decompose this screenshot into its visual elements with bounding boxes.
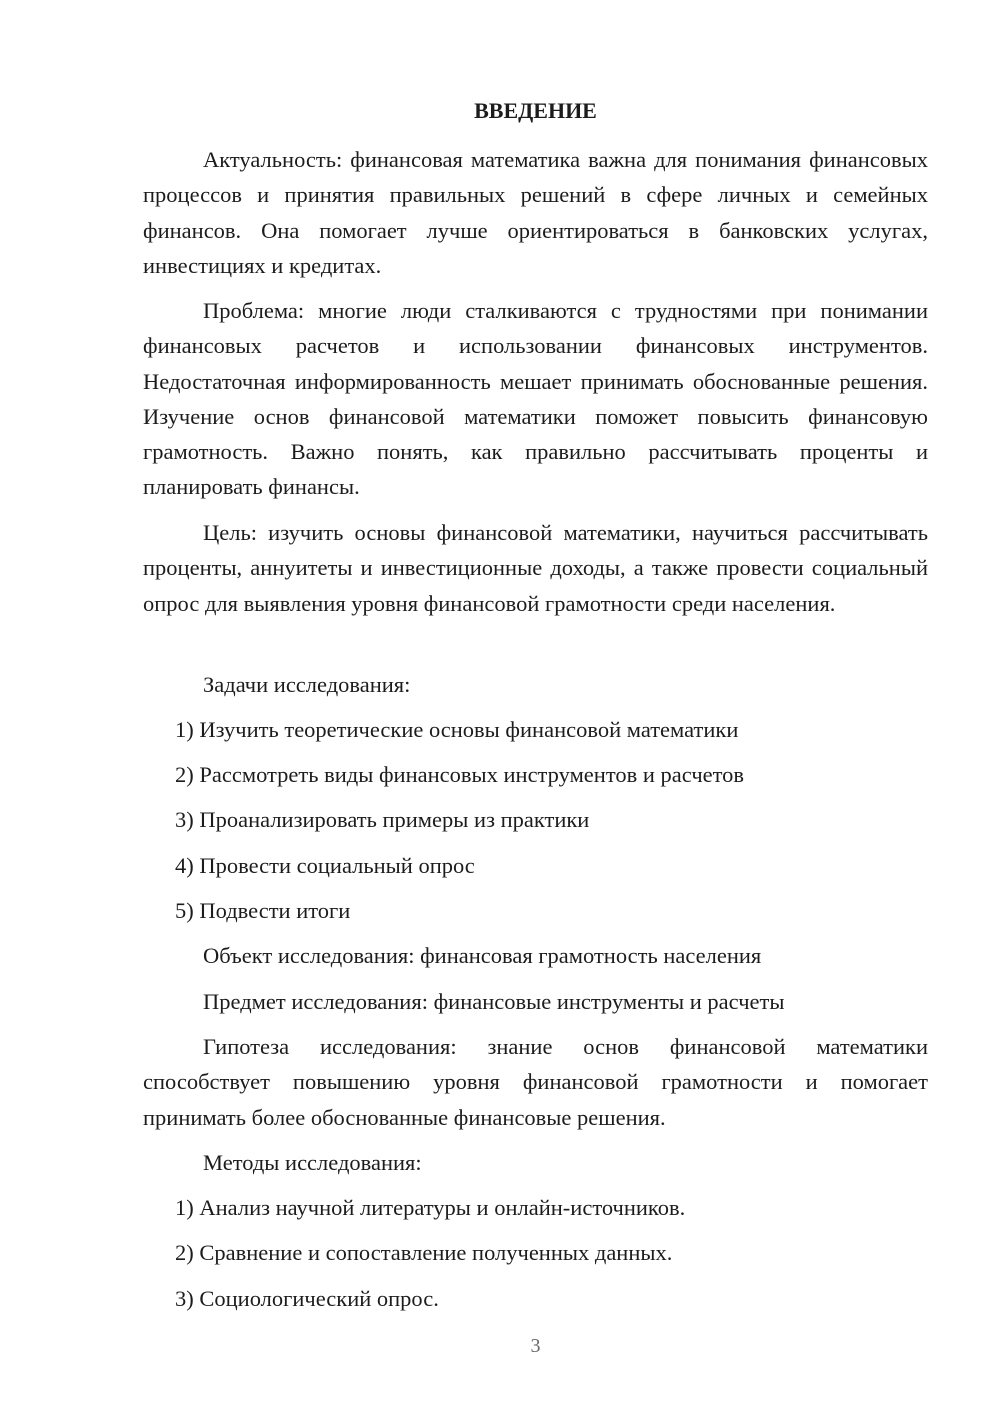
page-title: ВВЕДЕНИЕ: [474, 98, 597, 123]
list-item: 3) Социологический опрос.: [175, 1286, 439, 1311]
research-subject: Предмет исследования: финансовые инструменты и расчеты: [203, 989, 785, 1014]
methods-heading: Методы исследования:: [203, 1150, 422, 1175]
paragraph-relevance: Актуальность: финансовая математика важна для понимания финансовых процессов и принятия правильных решений в сфере личных и семейных финансов. Она помогает лучше ориентироваться в банковских услугах, инвестициях и кредитах.: [143, 147, 928, 278]
paragraph-problem: Проблема: многие люди сталкиваются с трудностями при понимании финансовых расчетов и использовании финансовых инструментов. Недостаточная информированность мешает принимать обоснованные решения. Изучение основ финансовой математики поможет повысить финансовую грамотность. Важно понять, как правильно рассчитывать проценты и планировать финансы.: [143, 298, 928, 500]
page-number: 3: [530, 1335, 541, 1357]
paragraph-hypothesis: Гипотеза исследования: знание основ финансовой математики способствует повышению уровня финансовой грамотности и помогает принимать более обоснованные финансовые решения.: [143, 1034, 928, 1130]
list-item: 1) Анализ научной литературы и онлайн-источников.: [175, 1195, 686, 1220]
paragraph-goal: Цель: изучить основы финансовой математики, научиться рассчитывать проценты, аннуитеты и инвестиционные доходы, а также провести социальный опрос для выявления уровня финансовой грамотности среди населения.: [143, 520, 928, 616]
list-item: 5) Подвести итоги: [175, 898, 351, 923]
list-item: 2) Рассмотреть виды финансовых инструментов и расчетов: [175, 762, 745, 787]
research-object: Объект исследования: финансовая грамотность населения: [203, 943, 762, 968]
tasks-heading: Задачи исследования:: [203, 672, 411, 697]
list-item: 4) Провести социальный опрос: [175, 853, 475, 878]
list-item: 1) Изучить теоретические основы финансовой математики: [175, 717, 739, 742]
list-item: 2) Сравнение и сопоставление полученных данных.: [175, 1240, 673, 1265]
list-item: 3) Проанализировать примеры из практики: [175, 807, 590, 832]
